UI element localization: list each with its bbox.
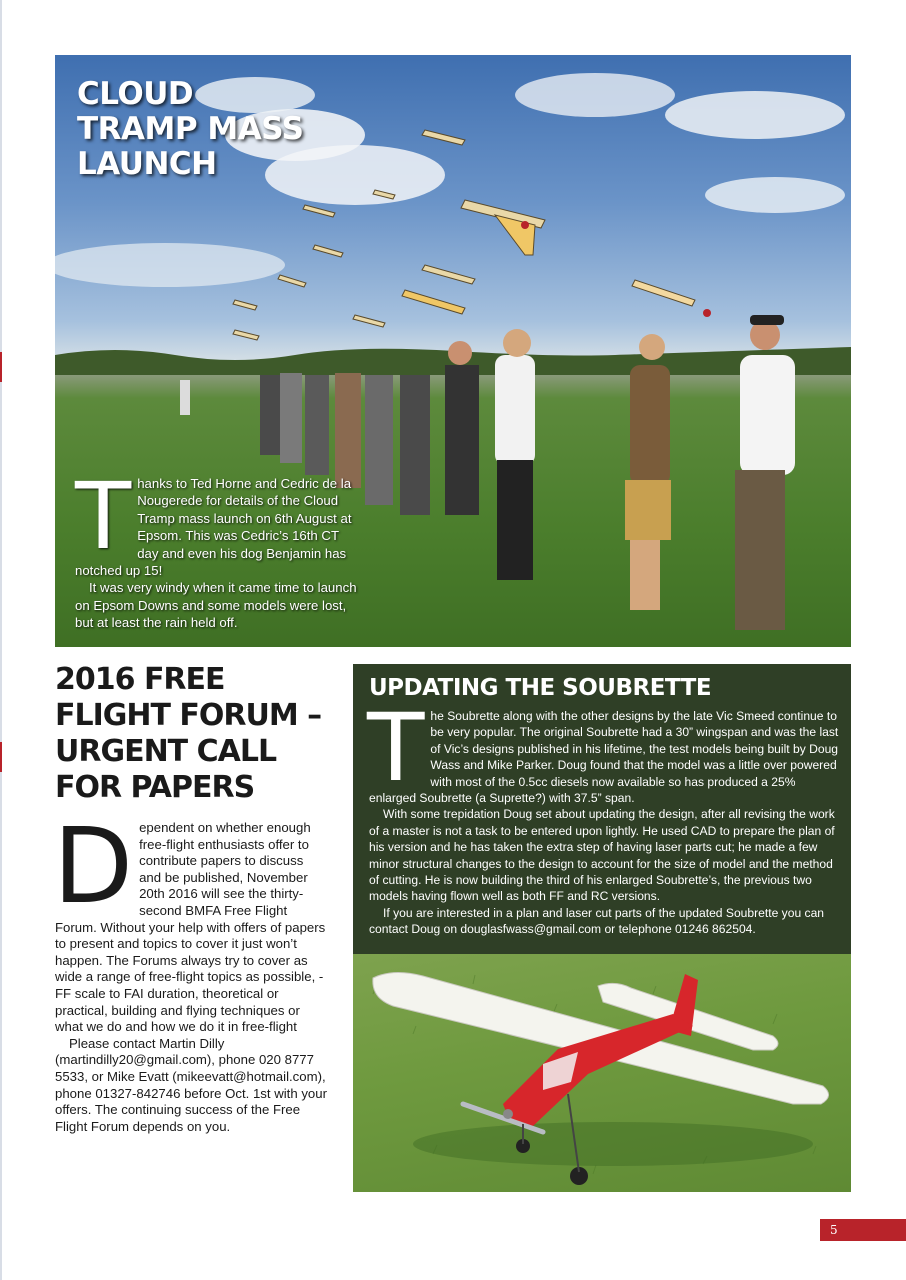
forum-body [53,805,327,1135]
forum-paragraph: Please contact Martin Dilly (martindilly20@gmail.com), phone 020 8777 5533, or Mike Evatt (mikeevatt@hotmail.com), phone 01327-842746 before Oct. 1st with your offers. The continuing success of the Free Flight Forum depends on you. [55,1035,327,1134]
dropcap: T [367,694,425,803]
soubrette-paragraph-text: he Soubrette along with the other designs by the late Vic Smeed continue to be very popular. The original Soubrette had a 30” wingspan and was the last of Vic’s designs published in his lifetime, the test models being built by Doug Wass and Mike Parker. Doug found that the model was a little over powered with most of the 0.5cc diesels now available so has produced a 25% enlarged Soubrette (a Suprette?) with 37.5” span. [369,709,839,806]
hero-caption [75,463,357,632]
hero-title-line: TRAMP MASS [77,111,304,147]
soubrette-paragraph: If you are interested in a plan and laser cut parts of the updated Soubrette you can contact Doug on douglasfwass@gmail.com or telephone 01246 862504. [369,905,825,937]
hero-paragraph: It was very windy when it came time to launch on Epsom Downs and some models were lost, but at least the rain held off. [75,580,357,631]
hero-title-line: LAUNCH [77,146,217,182]
hero-title-line: CLOUD [77,76,194,112]
page-number: 5 [820,1219,906,1241]
page-edge-mark [0,742,2,772]
soubrette-model-illustration [353,954,851,1192]
dropcap: D [53,805,134,927]
forum-paragraph [53,805,327,1036]
soubrette-paragraph: With some trepidation Doug set about updating the design, after all revising the work of a master is not a task to be entered upon lightly. He used CAD to prepare the plan of his version and he has taken the extra step of having laser parts cut; he made a few minor structural changes to the design to account for the size of model and the method of cutting. He is now building the third of his enlarged Soubrette’s, the previous two models having flown well as both FF and RC versions. [369,807,835,904]
forum-title: 2016 FREE FLIGHT FORUM – URGENT CALL FOR PAPERS [55,662,322,805]
soubrette-body [367,694,843,938]
hero-paragraph-text: hanks to Ted Horne and Cedric de la Nougerede for details of the Cloud Tramp mass launch on 6th August at Epsom. This was Cedric’s 16th CT day and even his dog Benjamin has notched up 15! [75,476,352,579]
hero-paragraph [75,463,357,579]
hero-title [77,77,303,182]
soubrette-title: UPDATING THE SOUBRETTE [369,675,712,701]
forum-paragraph-text: ependent on whether enough free-flight enthusiasts offer to contribute papers to discuss and be published, November 20th 2016 will see the thirty-second BMFA Free Flight Forum. Without your help with offers of papers to present and topics to cover it just won’t happen. The Forums always try to cover as wide a range of free-flight topics as possible, - FF scale to FAI duration, theoretical or practical, building and flying techniques or what we do and how we do it in free-flight [55,820,326,1035]
soubrette-photo [353,954,851,1192]
soubrette-paragraph [367,694,843,806]
page-edge-rule [0,0,2,1280]
page-edge-mark [0,352,2,382]
hero-photo [55,55,851,647]
forum-article [55,662,327,1135]
dropcap: T [75,463,132,570]
soubrette-panel [353,664,851,954]
